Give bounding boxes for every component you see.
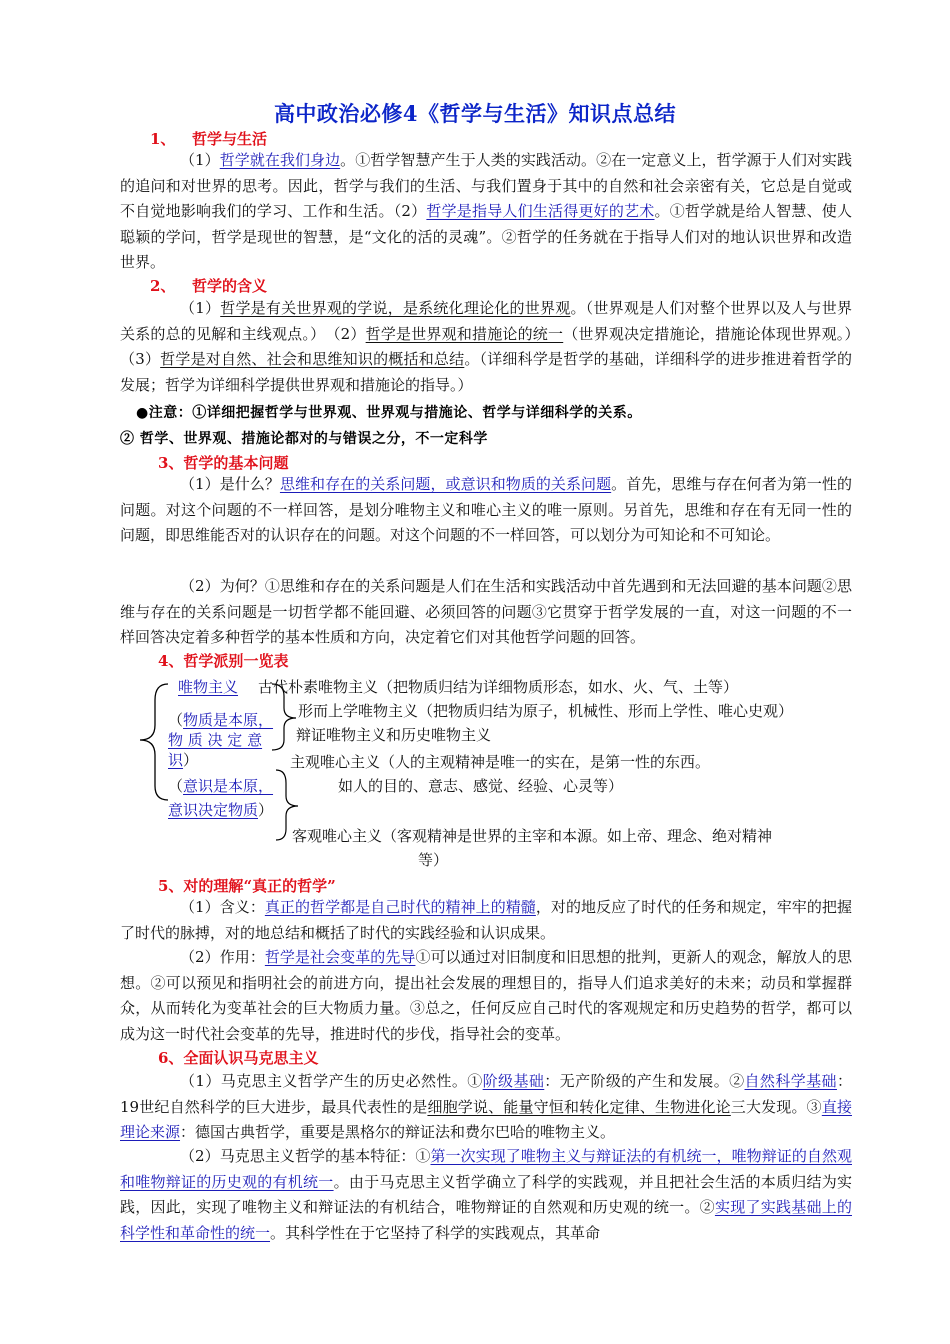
- section-3-paragraph-1: （1）是什么？思维和存在的关系问题，或意识和物质的关系问题。首先，思维与存在何者为第一性的问题。对这个问题的不一样回答，是划分唯物主义和唯心主义的唯一原则。另首先，思维和存在有无同一性的问题，即思维能否对的认识存在的问题。对这个问题的不一样回答，可以划分为可知论和不可知论。: [120, 475, 852, 544]
- branch-subjective-idealism-cont: 如人的目的、意志、感觉、经验、心灵等）: [338, 777, 624, 795]
- section-2-number: 2、: [150, 277, 176, 295]
- key-phrase: 哲学是对自然、社会和思维知识的概括和总结: [160, 350, 465, 368]
- branch-objective-idealism-cont: 等）: [418, 851, 449, 869]
- key-phrase: 思维和存在的关系问题，或意识和物质的关系问题: [279, 475, 612, 493]
- key-phrase: 哲学是世界观和措施论的统一: [365, 324, 564, 343]
- section-3-paragraph-2: （2）为何？①思维和存在的关系问题是人们在生活和实践活动中首先遇到和无法回避的基本问题②思维与存在的关系问题是一切哲学都不能回避、必须回答的问题③它贯穿于哲学发展的一直，对这一问题的不一样回答决定着多种哲学的基本性质和方向，决定着它们对其他哲学问题的回答。: [120, 577, 852, 646]
- note-line-2: ② 哲学、世界观、措施论都对的与错误之分，不一定科学: [120, 431, 488, 447]
- key-phrase: 哲学是有关世界观的学说，是系统化理论化的世界观: [220, 299, 571, 317]
- section-6-paragraph-2: （2）马克思主义哲学的基本特征：①第一次实现了唯物主义与辩证法的有机统一，唯物辩证的自然观和唯物辩证的历史观的有机统一。由于马克思主义哲学确立了科学的实践观，并且把社会生活的本质归结为实践，因此，实现了唯物主义和辩证法的有机结合，唯物辩证的自然观和历史观的统一。②实现了实践基础上的科学性和革命性的统一。其科学性在于它坚持了科学的实践观点，其革命: [120, 1147, 852, 1242]
- branch-metaphysical-materialism: 形而上学唯物主义（把物质归结为原子，机械性、形而上学性、唯心史观）: [298, 702, 794, 720]
- section-5-heading: 5、对的理解“真正的哲学”: [158, 877, 336, 895]
- section-1-paragraph: （1）哲学就在我们身边。①哲学智慧产生于人类的实践活动。②在一定意义上，哲学源于人们对实践的追问和对世界的思考。因此，哲学与我们的生活、与我们置身于其中的自然和社会亲密有关，它总是自觉或不自觉地影响我们的学习、工作和生活。（2）哲学是指导人们生活得更好的艺术。①哲学就是给人智慧、使人聪颖的学问，哲学是现世的智慧，是“文化的活的灵魂”。②哲学的任务就在于指导人们对的地认识世界和改造世界。: [120, 151, 852, 271]
- branch-subjective-idealism: 主观唯心主义（人的主观精神是唯一的实在，是第一性的东西。: [290, 753, 711, 771]
- branch-ancient-materialism: 古代朴素唯物主义（把物质归结为详细物质形态，如水、火、气、土等）: [258, 678, 739, 696]
- section-3-heading: 3、哲学的基本问题: [158, 454, 289, 472]
- key-phrase: 阶级基础: [482, 1072, 545, 1090]
- section-5-paragraph-1: （1）含义：真正的哲学都是自己时代的精神上的精髓，对的地反应了时代的任务和规定，牢牢的把握了时代的脉搏，对的地总结和概括了时代的实践经验和认识成果。: [120, 898, 852, 942]
- key-phrase: 哲学是社会变革的先导: [264, 948, 416, 966]
- section-1-number: 1、: [150, 130, 176, 148]
- note-line-1: ●注意：①详细把握哲学与世界观、世界观与措施论、哲学与详细科学的关系。: [136, 405, 642, 421]
- materialism-label: 唯物主义: [178, 678, 239, 696]
- key-phrase: 直接理论来源: [120, 1097, 852, 1141]
- document-title: 高中政治必修4《哲学与生活》知识点总结: [273, 101, 677, 126]
- section-4-heading: 4、哲学派别一览表: [158, 652, 289, 670]
- branch-dialectical-materialism: 辩证唯物主义和历史唯物主义: [296, 726, 492, 744]
- section-6-heading: 6、全面认识马克思主义: [158, 1049, 319, 1067]
- section-1-heading: 哲学与生活: [192, 130, 268, 148]
- key-phrase: 哲学就在我们身边: [219, 151, 341, 169]
- materialism-definition: （物质是本原，物 质 决 定 意 识）: [168, 711, 274, 769]
- key-phrase: 第一次实现了唯物主义与辩证法的有机统一，唯物辩证的自然观和唯物辩证的历史观的有机统一: [120, 1147, 852, 1191]
- key-phrase: 自然科学基础: [744, 1072, 837, 1090]
- key-phrase: 细胞学说、能量守恒和转化定律、生物进化论: [427, 1097, 731, 1116]
- branch-objective-idealism: 客观唯心主义（客观精神是世界的主宰和本源。如上帝、理念、绝对精神: [292, 827, 773, 845]
- section-6-paragraph-1: （1）马克思主义哲学产生的历史必然性。①阶级基础：无产阶级的产生和发展。②自然科学基础：19世纪自然科学的巨大进步，最具代表性的是细胞学说、能量守恒和转化定律、生物进化论三大发现。③直接理论来源：德国古典哲学，重要是黑格尔的辩证法和费尔巴哈的唯物主义。: [120, 1072, 852, 1141]
- key-phrase: 真正的哲学都是自己时代的精神上的精髓: [264, 898, 536, 916]
- key-phrase: 实现了实践基础上的科学性和革命性的统一: [120, 1198, 852, 1242]
- key-phrase: 哲学是指导人们生活得更好的艺术: [426, 202, 655, 220]
- section-2-heading: 哲学的含义: [192, 277, 268, 295]
- section-2-paragraph: （1）哲学是有关世界观的学说，是系统化理论化的世界观。（世界观是人们对整个世界以及人与世界关系的总的见解和主线观点。） （2）哲学是世界观和措施论的统一（世界观决定措施论，措施论体现世界观。） （3）哲学是对自然、社会和思维知识的概括和总结。（详细科学是哲学的基础，详细科学的进步推进着哲学的发展；哲学为详细科学提供世界观和措施论的指导。）: [120, 299, 868, 394]
- idealism-definition: （意识是本原，意识决定物质）: [168, 777, 274, 819]
- section-5-paragraph-2: （2）作用：哲学是社会变革的先导①可以通过对旧制度和旧思想的批判，更新人的观念，解放人的思想。②可以预见和指明社会的前进方向，提出社会发展的理想目的，指导人们追求美好的未来；动员和掌握群众，从而转化为变革社会的巨大物质力量。③总之，任何反应自己时代的客观规定和历史趋势的哲学，都可以成为这一时代社会变革的先导，推进时代的步伐，指导社会的变革。: [120, 948, 852, 1043]
